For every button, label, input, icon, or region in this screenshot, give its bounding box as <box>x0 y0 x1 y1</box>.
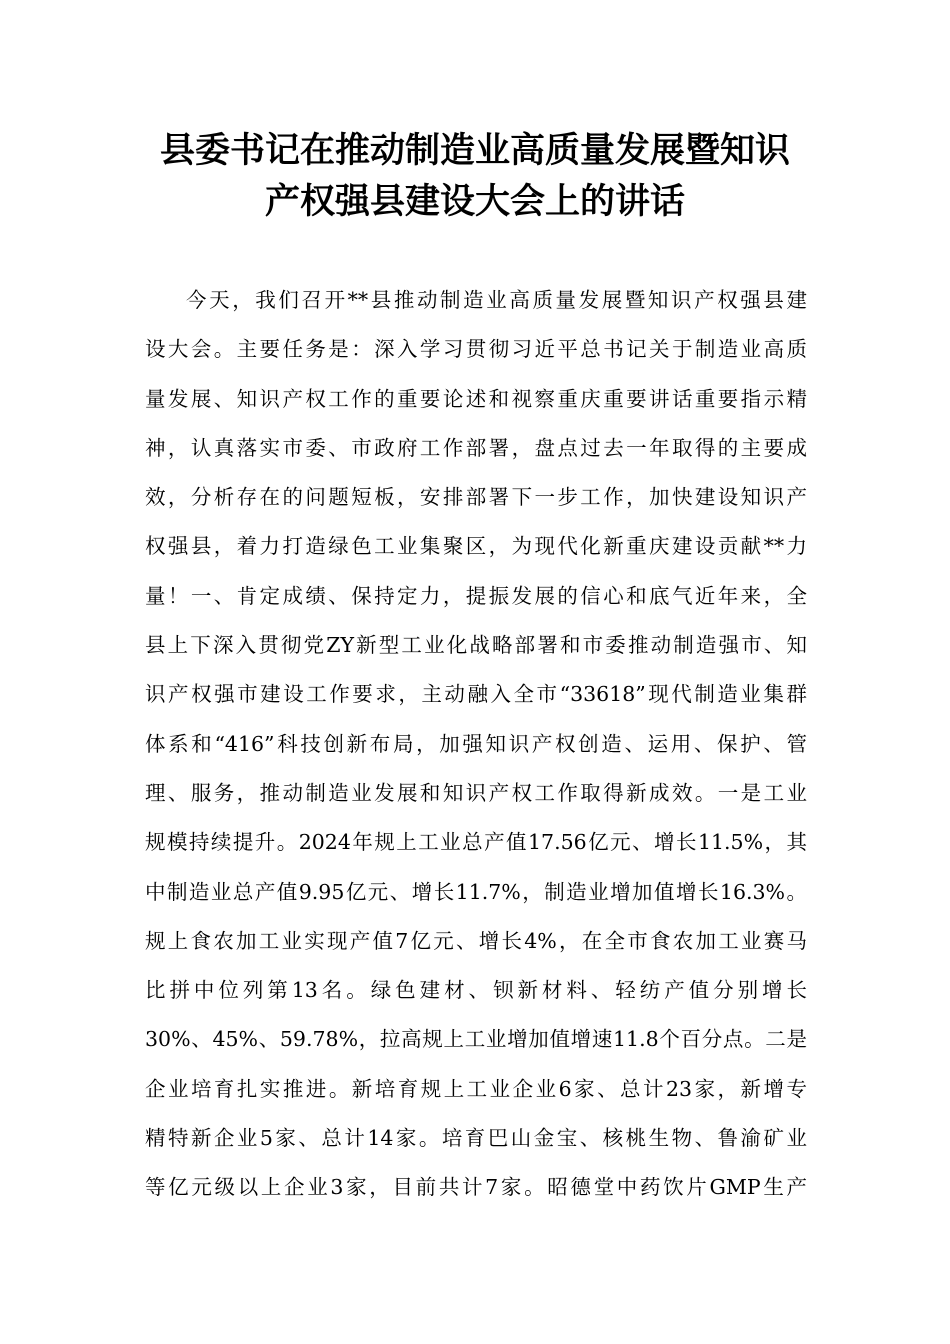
body-line: 识产权强市建设工作要求，主动融入全市“33618”现代制造业集群 <box>145 682 807 707</box>
body-line: 神，认真落实市委、市政府工作部署，盘点过去一年取得的主要成 <box>145 435 807 460</box>
body-line: 精特新企业5家、总计14家。培育巴山金宝、核桃生物、鲁渝矿业 <box>145 1126 807 1151</box>
body-line: 30%、45%、59.78%，拉高规上工业增加值增速11.8个百分点。二是 <box>145 1027 807 1052</box>
body-line: 设大会。主要任务是：深入学习贯彻习近平总书记关于制造业高质 <box>145 337 807 362</box>
body-line: 规模持续提升。2024年规上工业总产值17.56亿元、增长11.5%，其 <box>145 830 807 855</box>
body-line: 今天，我们召开**县推动制造业高质量发展暨知识产权强县建 <box>186 288 807 312</box>
body-paragraph <box>145 276 807 1213</box>
title-line: 产权强县建设大会上的讲话 <box>264 182 685 222</box>
body-line: 效，分析存在的问题短板，安排部署下一步工作，加快建设知识产 <box>145 485 807 510</box>
body-line: 量！一、肯定成绩、保持定力，提振发展的信心和底气近年来，全 <box>145 583 807 608</box>
body-line: 等亿元级以上企业3家，目前共计7家。昭德堂中药饮片GMP生产 <box>145 1175 807 1200</box>
body-line: 企业培育扎实推进。新培育规上工业企业6家、总计23家，新增专 <box>145 1076 807 1101</box>
body-line: 比拼中位列第13名。绿色建材、钡新材料、轻纺产值分别增长 <box>145 978 807 1003</box>
body-line: 县上下深入贯彻党ZY新型工业化战略部署和市委推动制造强市、知 <box>145 633 807 658</box>
body-line: 规上食农加工业实现产值7亿元、增长4%，在全市食农加工业赛马 <box>145 928 807 953</box>
document-title <box>110 126 840 228</box>
body-line: 量发展、知识产权工作的重要论述和视察重庆重要讲话重要指示精 <box>145 386 807 411</box>
body-line: 中制造业总产值9.95亿元、增长11.7%，制造业增加值增长16.3%。 <box>145 879 807 904</box>
title-line: 县委书记在推动制造业高质量发展暨知识 <box>159 131 790 171</box>
body-line: 理、服务，推动制造业发展和知识产权工作取得新成效。一是工业 <box>145 780 807 805</box>
body-line: 权强县，着力打造绿色工业集聚区，为现代化新重庆建设贡献**力 <box>145 534 807 559</box>
body-line: 体系和“416”科技创新布局，加强知识产权创造、运用、保护、管 <box>145 731 807 756</box>
